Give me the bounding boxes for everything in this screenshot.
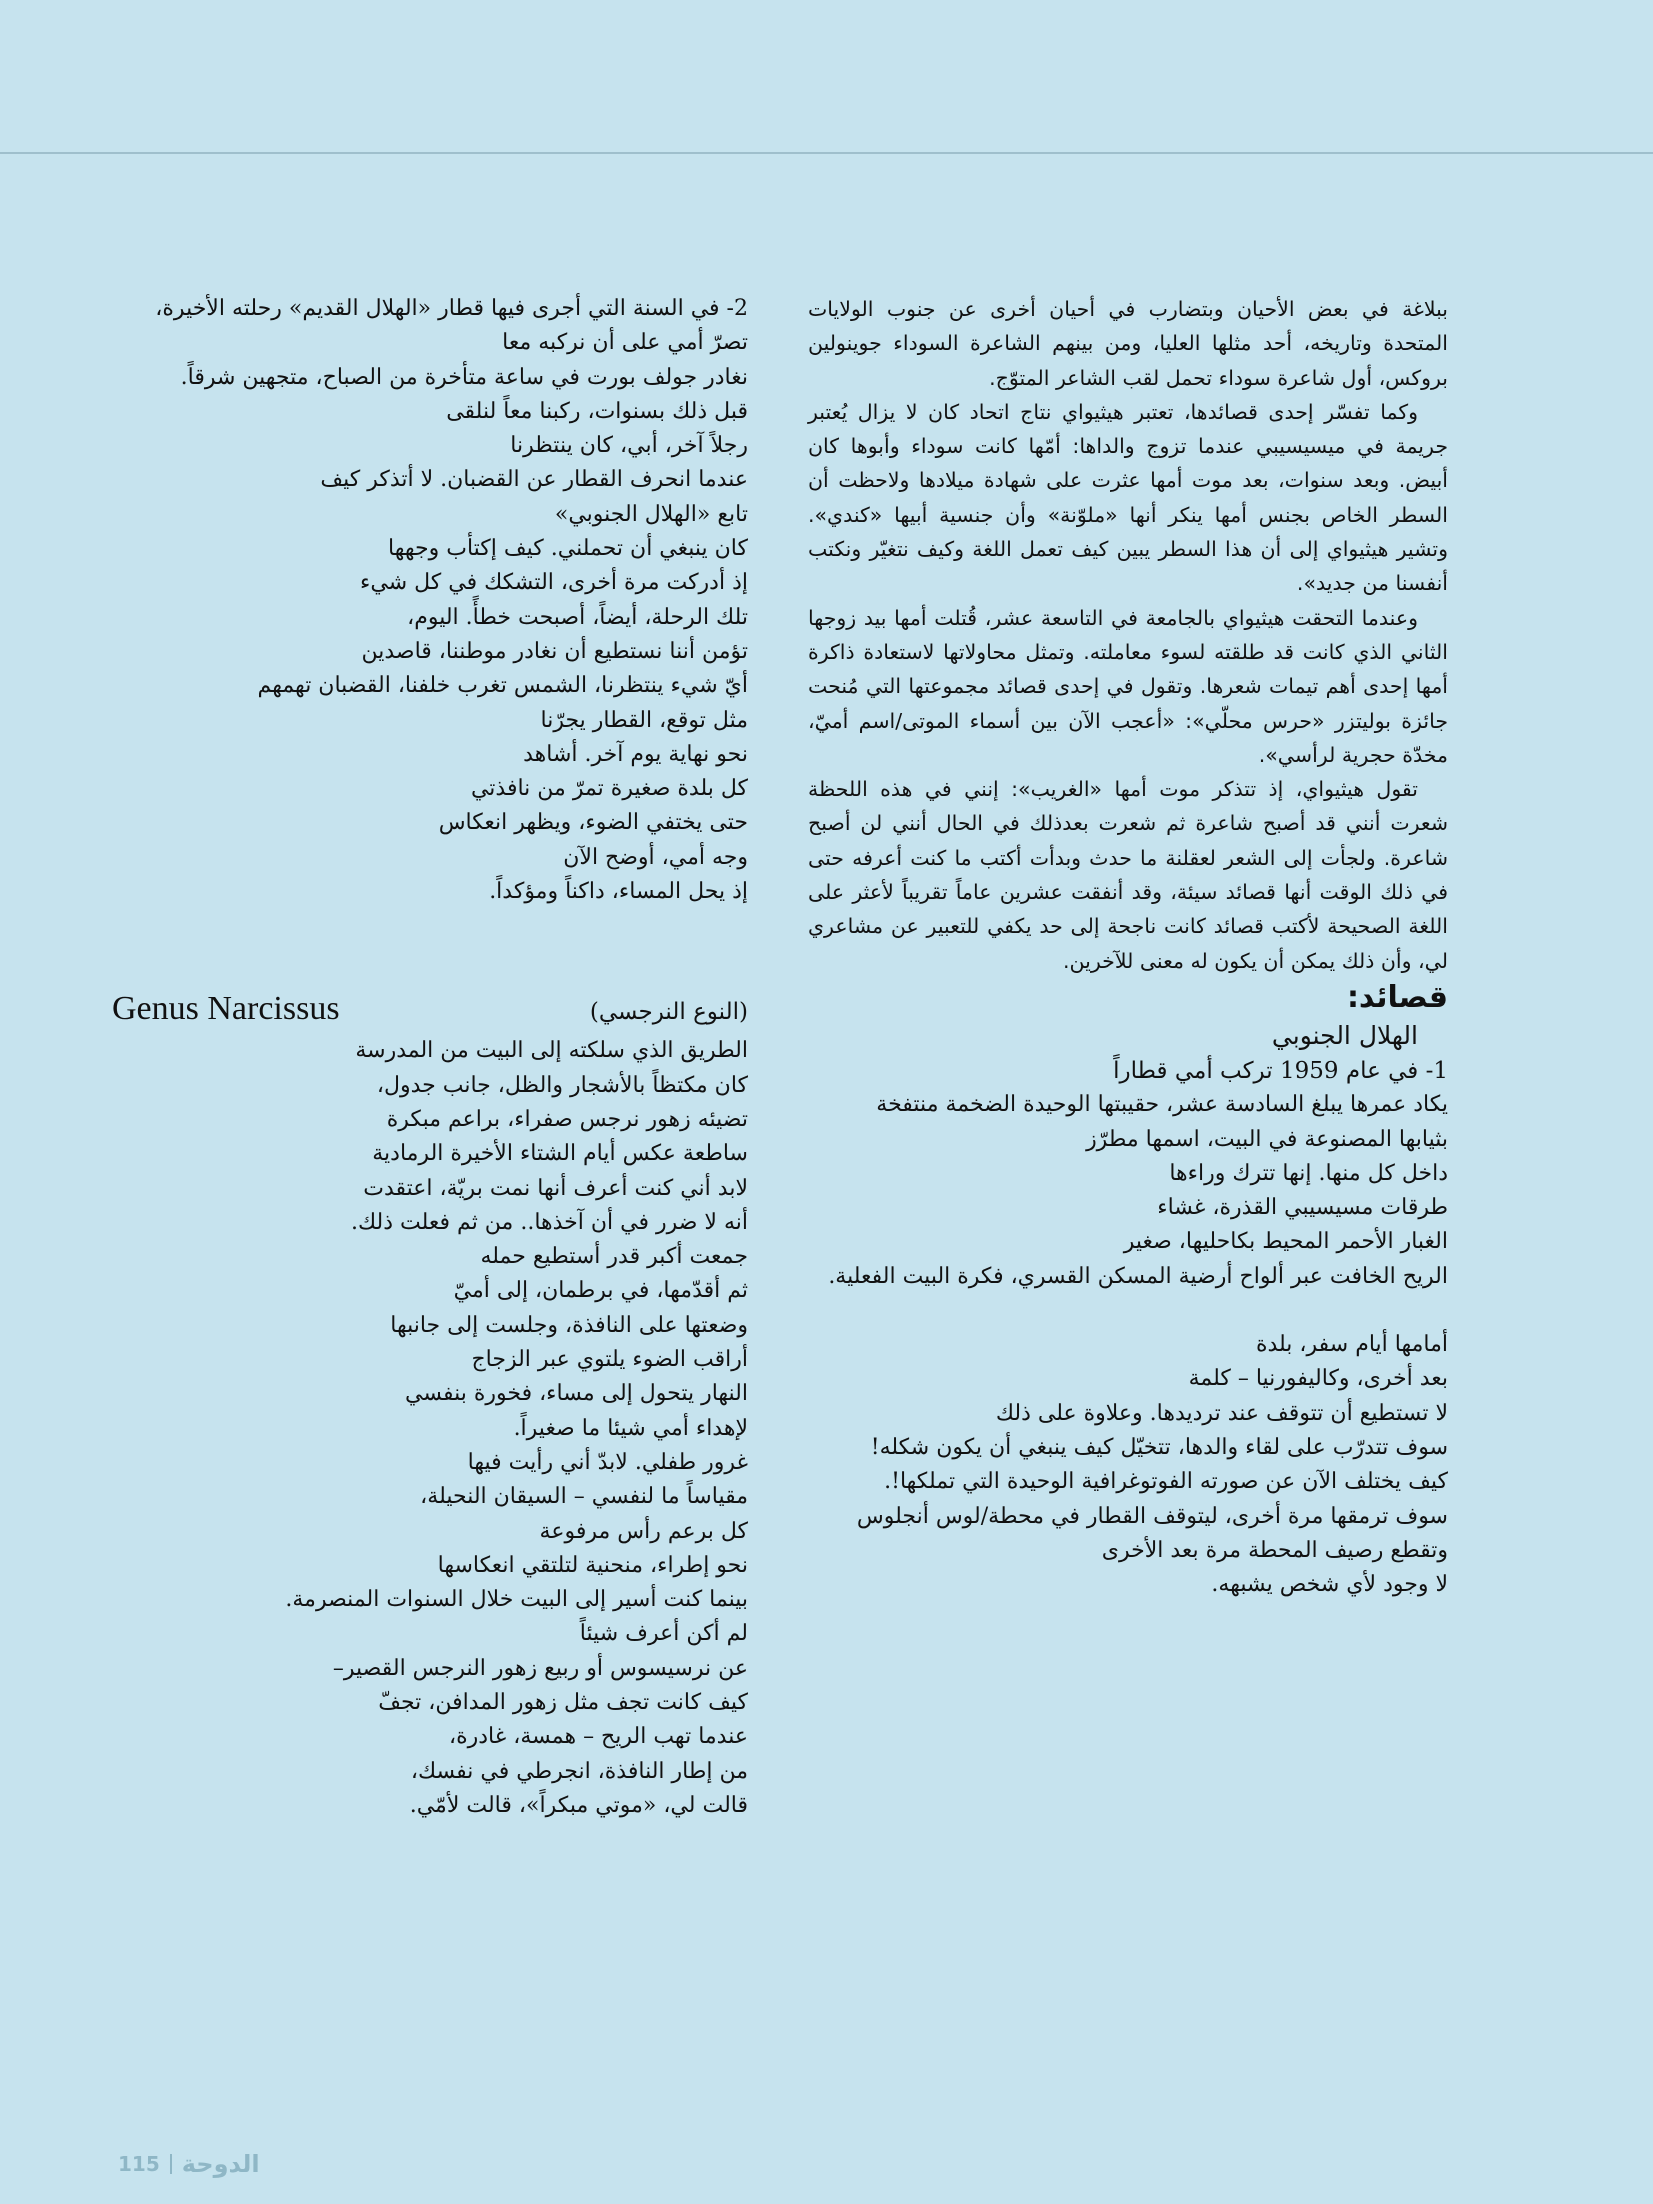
- poem-line: لم أكن أعرف شيئاً: [579, 1621, 748, 1647]
- poem-line: يكاد عمرها يبلغ السادسة عشر، حقيبتها الوحيدة الضخمة منتفخة: [876, 1092, 1448, 1118]
- poem-title-arabic: (النوع النرجسي): [589, 999, 748, 1026]
- poem-line: بينما كنت أسير إلى البيت خلال السنوات المنصرمة.: [285, 1587, 748, 1613]
- poems-heading: قصائد:: [1346, 979, 1448, 1015]
- poem-line: إذ يحل المساء، داكناً ومؤكداً.: [489, 879, 748, 905]
- poem-line: سوف ترمقها مرة أخرى، ليتوقف القطار في محطة/لوس أنجلوس: [856, 1503, 1448, 1529]
- poem-line: عندما انحرف القطار عن القضبان. لا أتذكر كيف: [320, 467, 748, 493]
- right-column: [808, 292, 1448, 1602]
- header-rule: [0, 152, 1653, 154]
- left-column: [112, 292, 748, 1823]
- poem-line: لا وجود لأي شخص يشبهه.: [1211, 1572, 1448, 1598]
- poem-line: تابع «الهلال الجنوبي»: [554, 501, 748, 527]
- poem-line: الغبار الأحمر المحيط بكاحليها، صغير: [1123, 1229, 1448, 1255]
- poem-line: بعد أخرى، وكاليفورنيا – كلمة: [1188, 1366, 1448, 1392]
- poem-line: 1- في عام 1959 تركب أمي قطاراً: [1113, 1057, 1448, 1084]
- poem-line: نحو نهاية يوم آخر. أشاهد: [523, 741, 748, 767]
- poem-line: طرقات مسيسيبي القذرة، غشاء: [1157, 1195, 1448, 1221]
- poem-line: نغادر جولف بورت في ساعة متأخرة من الصباح، متجهين شرقاً.: [180, 364, 748, 390]
- poem-line: تؤمن أننا نستطيع أن نغادر موطننا، قاصدين: [361, 638, 748, 664]
- poem-line: ساطعة عكس أيام الشتاء الأخيرة الرمادية: [372, 1141, 748, 1167]
- stanza-gap: [808, 1294, 1448, 1328]
- poem-line: جمعت أكبر قدر أستطيع حمله: [480, 1244, 748, 1270]
- poem-line: مثل توقع، القطار يجرّنا: [540, 707, 748, 733]
- poem-line: وتقطع رصيف المحطة مرة بعد الأخرى: [1101, 1537, 1448, 1563]
- poem-line: الطريق الذي سلكته إلى البيت من المدرسة: [355, 1038, 748, 1064]
- poem-line: كيف يختلف الآن عن صورته الفوتوغرافية الوحيدة التي تملكها!.: [884, 1469, 1448, 1495]
- poem-line: ثم أقدّمها، في برطمان، إلى أميّ: [453, 1278, 748, 1304]
- page-number: 115: [118, 2152, 160, 2176]
- poem-line: إذ أدركت مرة أخرى، التشكك في كل شيء: [360, 570, 748, 596]
- poem-line: لابد أني كنت أعرف أنها نمت بريّة، اعتقدت: [363, 1175, 748, 1201]
- poem-line: داخل كل منها. إنها تترك وراءها: [1169, 1160, 1448, 1186]
- poem-line: سوف تتدرّب على لقاء والدها، تتخيّل كيف ينبغي أن يكون شكله!: [870, 1434, 1448, 1460]
- poem-line: أنه لا ضرر في أن آخذها.. من ثم فعلت ذلك.: [351, 1209, 748, 1235]
- poem-line: 2- في السنة التي أجرى فيها قطار «الهلال القديم» رحلته الأخيرة،: [155, 296, 748, 321]
- poem-line: كان ينبغي أن تحملني. كيف إكتأب وجهها: [388, 536, 748, 562]
- poem-line: عن نرسيسوس أو ربيع زهور النرجس القصير–: [332, 1655, 748, 1681]
- poem-line: النهار يتحول إلى مساء، فخورة بنفسي: [405, 1381, 748, 1407]
- poem-line: وضعتها على النافذة، وجلست إلى جانبها: [390, 1312, 748, 1338]
- article-paragraph-1: ببلاغة في بعض الأحيان وبتضارب في أحيان أخرى عن جنوب الولايات المتحدة وتاريخه، أحد مثلها العليا، ومن بينهم الشاعرة السوداء جوينولين بروكس، أول شاعرة سوداء تحمل لقب الشاعر المتوّج.: [808, 297, 1448, 390]
- poem-line: أمامها أيام سفر، بلدة: [1255, 1332, 1448, 1358]
- poem-line: قالت لي، «موتي مبكراً»، قالت لأمّي.: [409, 1792, 748, 1818]
- page-folio: [118, 2150, 260, 2178]
- poem-title-genus-narcissus: [112, 989, 748, 1032]
- poem-line: مقياساً ما لنفسي – السيقان النحيلة،: [420, 1484, 748, 1510]
- poem-line: تضيئه زهور نرجس صفراء، براعم مبكرة: [386, 1106, 748, 1132]
- poem-line: كان مكتظاً بالأشجار والظل، جانب جدول،: [376, 1072, 748, 1098]
- poem-line: وجه أمي، أوضح الآن: [563, 844, 748, 870]
- poem-line: كل بلدة صغيرة تمرّ من نافذتي: [470, 776, 748, 802]
- poem-title-english: Genus Narcissus: [112, 990, 340, 1028]
- poem-line: أيّ شيء ينتظرنا، الشمس تغرب خلفنا، القضبان تهمهم: [257, 673, 748, 699]
- poem-line: أراقب الضوء يلتوي عبر الزجاج: [471, 1347, 748, 1373]
- article-paragraph-3: وعندما التحقت هيثيواي بالجامعة في التاسعة عشر، قُتلت أمها بيد زوجها الثاني الذي كانت قد طلقته لسوء معاملته. وتمثل محاولاتها لاستعادة ذاكرة أمها إحدى أهم تيمات شعرها. وتقول في إحدى قصائد مجموعتها التي مُنحت جائزة بوليتزر «حرس محلّي»: «أعجب الآن بين أسماء الموتى/اسم أميّ، مخدّة حجرية لرأسي».: [808, 605, 1448, 767]
- poem-line: عندما تهب الريح – همسة، غادرة،: [448, 1724, 748, 1750]
- poem-line: من إطار النافذة، انجرطي في نفسك،: [410, 1758, 748, 1784]
- poem-title-southern-crescent: الهلال الجنوبي: [1271, 1020, 1418, 1050]
- folio-divider: [170, 2154, 172, 2174]
- poem-line: تصرّ أمي على أن نركبه معا: [502, 330, 748, 356]
- magazine-logo: الدوحة: [181, 2150, 260, 2178]
- poem-line: لإهداء أمي شيئا ما صغيراً.: [513, 1415, 748, 1441]
- poem-line: تلك الرحلة، أيضاً، أصبحت خطأً. اليوم،: [407, 604, 748, 630]
- poem-line: كيف كانت تجف مثل زهور المدافن، تجفّ: [378, 1689, 748, 1715]
- poem-line: رجلاً آخر، أبي، كان ينتظرنا: [510, 433, 748, 459]
- poem-line: قبل ذلك بسنوات، ركبنا معاً لنلقى: [446, 398, 748, 424]
- poem-line: غرور طفلي. لابدّ أني رأيت فيها: [467, 1449, 748, 1475]
- poem-line: بثيابها المصنوعة في البيت، اسمها مطرّز: [1086, 1126, 1448, 1152]
- article-paragraph-4: تقول هيثيواي، إذ تتذكر موت أمها «الغريب»: إنني في هذه اللحظة شعرت أنني قد أصبح شاعرة ثم شعرت بعدذلك في الحال أنني لن أصبح شاعرة. ولجأت إلى الشعر لعقلنة ما حدث وبدأت أكتب ما كنت أعرفه حتى في ذلك الوقت أنها قصائد سيئة، وقد أنفقت عشرين عاماً تقريباً لأعثر على اللغة الصحيحة لأكتب قصائد كانت ناجحة إلى حد يكفي للتعبير عن مشاعري لي، وأن ذلك يمكن أن يكون له معنى للآخرين.: [808, 777, 1448, 973]
- section-gap: [112, 909, 748, 989]
- poem-line: لا تستطيع أن تتوقف عند ترديدها. وعلاوة على ذلك: [995, 1400, 1448, 1426]
- poem-line: حتى يختفي الضوء، ويظهر انعكاس: [438, 810, 748, 836]
- poem-line: نحو إطراء، منحنية لتلتقي انعكاسها: [437, 1552, 748, 1578]
- poem-line: كل برعم رأس مرفوعة: [539, 1518, 748, 1544]
- poem-line: الريح الخافت عبر ألواح أرضية المسكن القسري، فكرة البيت الفعلية.: [828, 1263, 1448, 1289]
- article-paragraph-2: وكما تفسّر إحدى قصائدها، تعتبر هيثيواي نتاج اتحاد كان لا يزال يُعتبر جريمة في ميسيسيبي عندما تزوج والداها: أمّها كانت سوداء وأبوها كان أبيض. وبعد سنوات، بعد موت أمها عثرت على شهادة ميلادها ولاحظت أن السطر الخاص بجنس أمها ينكر أنها «ملوّنة» وأن جنسية أبيها «كندي». وتشير هيثيواي إلى أن هذا السطر يبين كيف تعمل اللغة وكيف نتغيّر ونكتب أنفسنا من جديد».: [808, 399, 1448, 596]
